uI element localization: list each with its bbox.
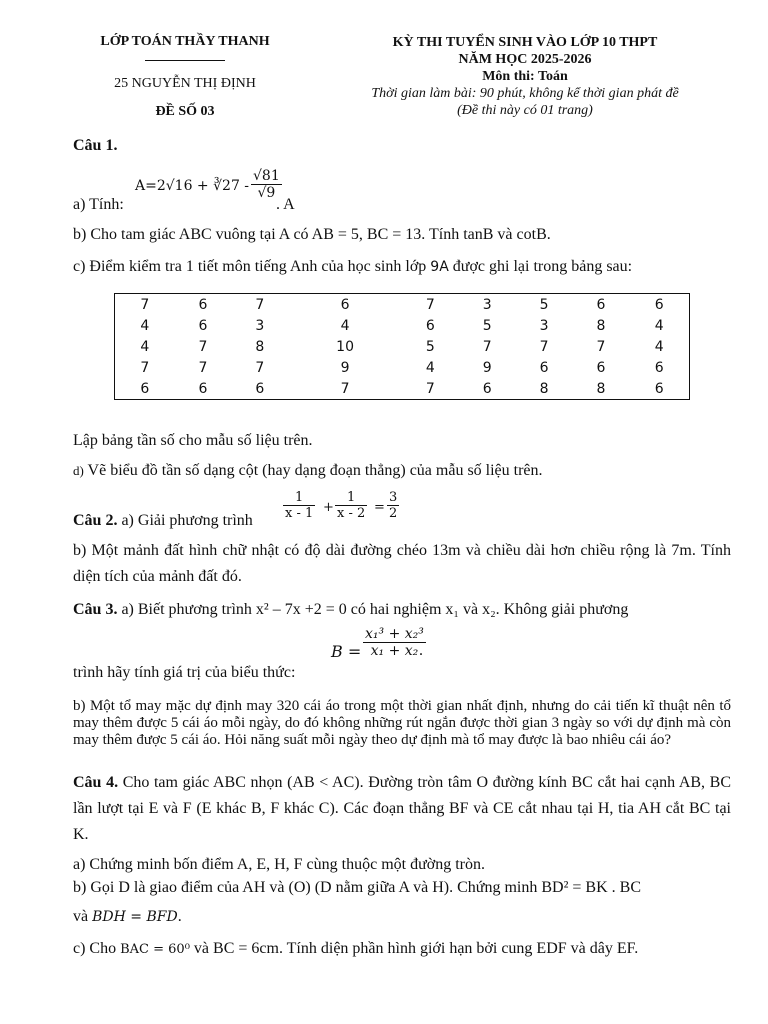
q1-a-suffix: . A (276, 196, 295, 213)
q4-b-prefix: và (73, 908, 93, 925)
q1-c-prefix: c) Điểm kiểm tra 1 tiết môn tiếng Anh của học sinh lớp (73, 258, 431, 275)
q2-frac-1-den: x - 1 (285, 506, 314, 521)
q3-a-line2: trình hãy tính giá trị của biểu thức: (73, 664, 296, 681)
q2-plus-sign: + (323, 500, 334, 515)
table-cell: 4 (140, 338, 150, 355)
school-year: NĂM HỌC 2025-2026 (458, 52, 592, 67)
table-cell: 4 (425, 359, 435, 376)
table-cell: 8 (596, 380, 606, 397)
q1-d (73, 462, 543, 480)
table-cell: 6 (425, 317, 435, 334)
table-cell: 6 (596, 359, 606, 376)
q3-b-den: x₁ + x₂ (370, 643, 419, 659)
score-table (114, 293, 690, 400)
q2-title: Câu 2. (73, 512, 118, 529)
q4-b-line2 (73, 908, 182, 926)
table-cell: 7 (198, 338, 208, 355)
q1-b: b) Cho tam giác ABC vuông tại A có AB = 5, BC = 13. Tính tanB và cotB. (73, 226, 551, 243)
q3-b-fraction (363, 626, 426, 659)
table-cell: 4 (654, 338, 664, 355)
table-cell: 9 (482, 359, 492, 376)
q4-c-suffix: và BC = 6cm. Tính diện phần hình giới hạn bởi cung EDF và dây EF. (189, 940, 639, 957)
header-right (320, 34, 730, 119)
q1-c-suffix: được ghi lại trong bảng sau: (448, 258, 633, 275)
table-cell: 8 (596, 317, 606, 334)
q2-frac-2 (335, 490, 367, 521)
table-cell: 6 (654, 380, 664, 397)
table-cell: 7 (140, 359, 150, 376)
q2-frac-3-den: 2 (389, 506, 398, 521)
table-row (115, 294, 690, 316)
q3-period: . (419, 642, 423, 659)
q4-c-math: BAC = 60⁰ (120, 942, 190, 957)
q1-d-text: Vẽ biểu đồ tần số dạng cột (hay dạng đoạn thẳng) của mẫu số liệu trên. (83, 462, 543, 479)
header-left (60, 34, 310, 130)
q3-b: b) Một tổ may mặc dự định may 320 cái áo trong một thời gian nhất định, nhưng do cải tiến kĩ thuật nên tổ may thêm được 5 cái áo mỗi ngày, do đó không những rút ngắn được thời gian 3 ngày so với dự định mà còn may thêm được 5 cái áo. Hỏi năng suất mỗi ngày theo dự định mà tổ may được là bao nhiêu cái áo? (73, 698, 731, 748)
table-cell: 6 (140, 380, 150, 397)
table-cell: 6 (654, 359, 664, 376)
exam-code: ĐỀ SỐ 03 (155, 104, 215, 119)
exam-title: KỲ THI TUYỂN SINH VÀO LỚP 10 THPT (392, 35, 658, 50)
q2-frac-3 (387, 490, 399, 521)
table-cell: 6 (198, 317, 208, 334)
table-cell: 7 (255, 296, 265, 313)
q2-frac-3-num: 3 (389, 490, 398, 505)
q4-b-math: BDH = BFD (92, 909, 178, 925)
q4-title: Câu 4. (73, 774, 119, 791)
table-cell: 7 (255, 359, 265, 376)
table-cell: 3 (255, 317, 265, 334)
table-row (115, 336, 690, 357)
table-row (115, 315, 690, 336)
table-cell: 4 (654, 317, 664, 334)
q4-c-prefix: c) Cho (73, 940, 121, 957)
q1-c-task: Lập bảng tần số cho mẫu số liệu trên. (73, 432, 313, 449)
q2-frac-2-num: 1 (335, 490, 367, 506)
q4-intro-text: Cho tam giác ABC nhọn (AB < AC). Đường tròn tâm O đường kính BC cắt hai cạnh AB, BC lần lượt tại E và F (E khác B, F khác C). Các đoạn thẳng BF và CE cắt nhau tại H, tia AH cắt BC tại K. (73, 774, 732, 843)
q2-b: b) Một mảnh đất hình chữ nhật có độ dài đường chéo 13m và chiều dài hơn chiều rộng là 7m. Tính diện tích của mảnh đất đó. (73, 542, 731, 585)
table-cell: 5 (539, 296, 549, 313)
q2-frac-2-den: x - 2 (337, 506, 366, 521)
table-cell: 6 (654, 296, 664, 313)
table-cell: 6 (482, 380, 492, 397)
table-cell: 7 (140, 296, 150, 313)
q2-a-label: a) Giải phương trình (117, 512, 253, 529)
q1-title: Câu 1. (73, 137, 118, 154)
q2-a-text (73, 512, 253, 530)
school-address: 25 NGUYỄN THỊ ĐỊNH (114, 76, 256, 91)
q2-frac-1 (283, 490, 315, 521)
time-note: Thời gian làm bài: 90 phút, không kể thời gian phát đề (371, 86, 679, 101)
table-cell: 6 (539, 359, 549, 376)
q4-a: a) Chứng minh bốn điểm A, E, H, F cùng thuộc một đường tròn. (73, 856, 485, 873)
table-cell: 8 (255, 338, 265, 355)
table-cell: 10 (336, 338, 354, 355)
table-cell: 6 (198, 296, 208, 313)
q1-c-class: 9A (430, 259, 449, 275)
table-cell: 7 (425, 380, 435, 397)
table-cell: 3 (482, 296, 492, 313)
table-row (115, 378, 690, 400)
page-note: (Đề thi này có 01 trang) (457, 103, 593, 118)
q1-d-label: d) (73, 463, 84, 478)
table-row (115, 357, 690, 378)
table-cell: 5 (425, 338, 435, 355)
table-cell: 7 (340, 380, 350, 397)
exam-subject: Môn thi: Toán (482, 69, 568, 84)
q4-b-line1: b) Gọi D là giao điểm của AH và (O) (D nằm giữa A và H). Chứng minh BD² = BK . BC (73, 879, 641, 896)
q1-a-prefix: a) Tính: (73, 196, 124, 213)
q1-c (73, 258, 632, 276)
q3-b-num: x₁³ + x₂³ (365, 626, 424, 642)
q1-a-frac-den: √9 (257, 185, 276, 201)
table-cell: 4 (340, 317, 350, 334)
q3-b-label: B = (331, 642, 362, 661)
table-cell: 7 (425, 296, 435, 313)
q3-a-line: a) Biết phương trình x² – 7x +2 = 0 có hai nghiệm x₁ và x₂. Không giải phương (117, 601, 629, 618)
table-cell: 6 (596, 296, 606, 313)
q1-a-frac-num: √81 (253, 168, 280, 184)
table-cell: 5 (482, 317, 492, 334)
q3-a (73, 601, 731, 619)
table-cell: 7 (198, 359, 208, 376)
q2-a (73, 490, 473, 530)
title-underline (145, 60, 225, 61)
table-cell: 6 (198, 380, 208, 397)
q2-equals-sign: = (374, 500, 385, 515)
table-cell: 8 (539, 380, 549, 397)
table-cell: 3 (539, 317, 549, 334)
school-name: LỚP TOÁN THẦY THANH (60, 34, 310, 66)
q1-a-expr: A=2√16 + ∛27 - (135, 178, 250, 194)
table-cell: 6 (340, 296, 350, 313)
table-cell: 7 (596, 338, 606, 355)
q3-a-expression (73, 624, 731, 680)
q4-intro (73, 770, 731, 848)
q4-b-suffix: . (177, 908, 182, 925)
table-cell: 6 (255, 380, 265, 397)
table-cell: 7 (482, 338, 492, 355)
q4-c (73, 940, 638, 958)
q3-title: Câu 3. (73, 601, 118, 618)
q2-frac-1-num: 1 (283, 490, 315, 506)
table-cell: 7 (539, 338, 549, 355)
table-cell: 4 (140, 317, 150, 334)
table-cell: 9 (340, 359, 350, 376)
